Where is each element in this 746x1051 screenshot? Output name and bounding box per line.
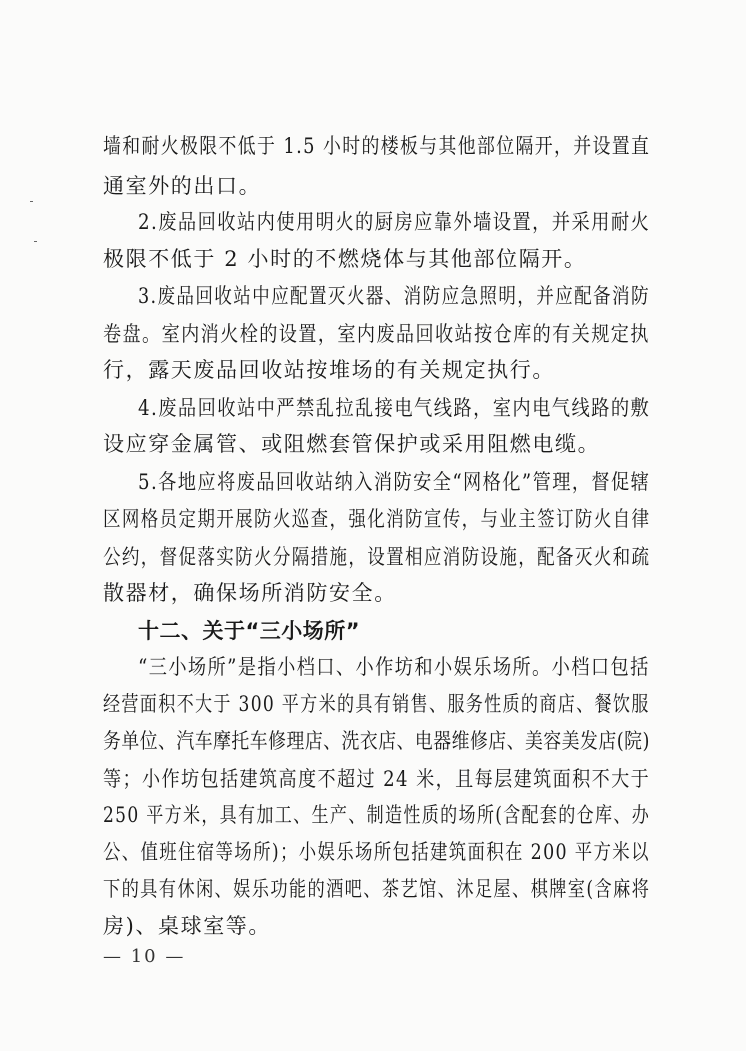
text-line-6: 卷盘。室内消火栓的设置，室内废品回收站按仓库的有关规定执 — [103, 322, 650, 346]
text-line-16: 经营面积不大于 300 平方米的具有销售、服务性质的商店、餐饮服 — [103, 692, 650, 716]
page-number: — 10 — — [103, 946, 186, 967]
text-line-15: “三小场所”是指小档口、小作坊和小娱乐场所。小档口包括 — [138, 655, 650, 679]
scan-speck — [30, 201, 33, 202]
text-line-17: 务单位、汽车摩托车修理店、洗衣店、电器维修店、美容美发店(院) — [103, 729, 651, 753]
text-line-1: 墙和耐火极限不低于 1.5 小时的楼板与其他部位隔开，并设置直 — [103, 134, 651, 158]
text-line-13: 散器材，确保场所消防安全。 — [103, 581, 397, 605]
text-line-2: 通室外的出口。 — [103, 174, 262, 198]
text-line-11: 区网格员定期开展防火巡查，强化消防宣传，与业主签订防火自律 — [103, 507, 651, 531]
text-line-19: 250 平方米，具有加工、生产、制造性质的场所(含配套的仓库、办 — [103, 803, 651, 827]
text-line-10: 5.各地应将废品回收站纳入消防安全“网格化”管理，督促辖 — [138, 470, 651, 494]
text-line-5: 3.废品回收站中应配置灭火器、消防应急照明，并应配备消防 — [138, 284, 650, 308]
text-line-9: 设应穿金属管、或阻燃套管保护或采用阻燃电缆。 — [103, 432, 601, 456]
text-line-18: 等；小作坊包括建筑高度不超过 24 米，且每层建筑面积不大于 — [103, 767, 651, 791]
text-line-3: 2.废品回收站内使用明火的厨房应靠外墙设置，并采用耐火 — [138, 210, 651, 234]
text-line-21: 下的具有休闲、娱乐功能的酒吧、茶艺馆、沐足屋、棋牌室(含麻将 — [103, 877, 651, 901]
section-heading: 十二、关于“三小场所” — [138, 619, 361, 643]
text-line-7: 行，露天废品回收站按堆场的有关规定执行。 — [103, 358, 555, 382]
text-line-8: 4.废品回收站中严禁乱拉乱接电气线路，室内电气线路的敷 — [138, 396, 651, 420]
text-line-22: 房)、桌球室等。 — [103, 914, 271, 938]
scan-speck — [34, 241, 37, 242]
text-line-12: 公约，督促落实防火分隔措施，设置相应消防设施，配备灭火和疏 — [103, 545, 651, 569]
text-line-4: 极限不低于 2 小时的不燃烧体与其他部位隔开。 — [103, 247, 587, 271]
text-line-20: 公、值班住宿等场所)；小娱乐场所包括建筑面积在 200 平方米以 — [103, 840, 650, 864]
